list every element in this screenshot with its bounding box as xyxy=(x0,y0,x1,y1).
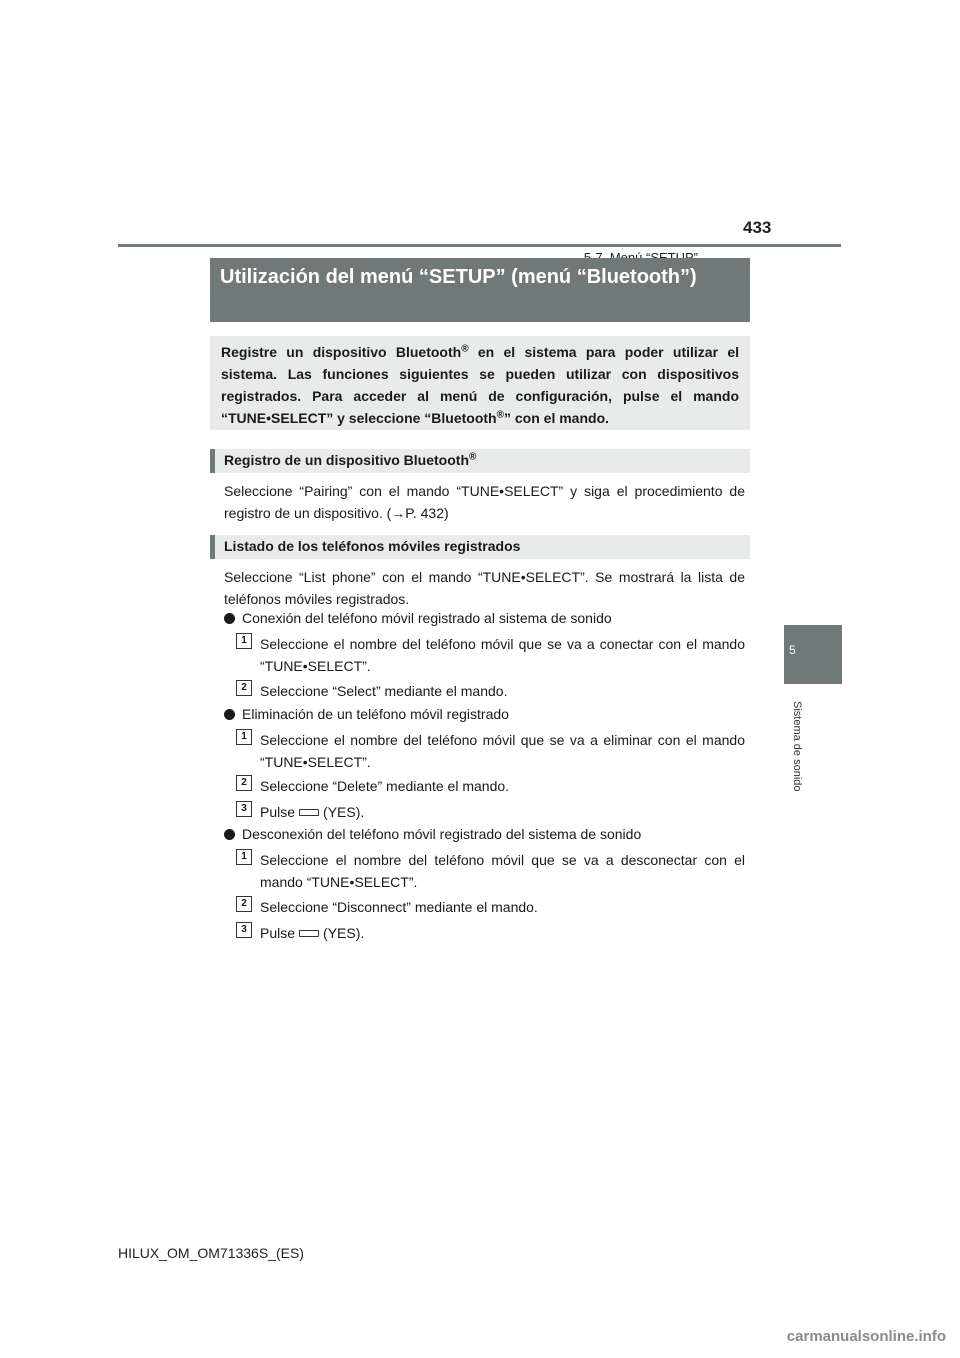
bullet-icon xyxy=(224,829,235,840)
intro-text-2: en el sistema para poder utilizar el sistema. Las funciones siguientes se pueden utilizar con dispositivos registrados. Para acceder al menú de configuración, pulse el mando “TUNE•SELECT” y seleccione “Bluetooth xyxy=(221,344,739,426)
registered-mark: ® xyxy=(469,451,477,463)
yes-button-icon xyxy=(299,930,319,937)
registration-text: Seleccione “Pairing” con el mando “TUNE•SELECT” y siga el procedimiento de registro de un dispositivo. (→P. 432) xyxy=(224,483,745,521)
section-title: Utilización del menú “SETUP” (menú “Bluetooth”) xyxy=(210,258,750,322)
intro-text-1: Registre un dispositivo Bluetooth xyxy=(221,344,462,360)
intro-text-3: ” con el mando. xyxy=(504,410,610,426)
subheading-phone-list: Listado de los teléfonos móviles registrados xyxy=(210,535,750,559)
step-number-icon: 3 xyxy=(236,801,252,817)
yes-button-icon xyxy=(299,809,319,816)
document-id: HILUX_OM_OM71336S_(ES) xyxy=(118,1245,304,1261)
step-number-icon: 1 xyxy=(236,729,252,745)
step-number-icon: 2 xyxy=(236,680,252,696)
watermark: carmanualsonline.info xyxy=(786,1328,946,1345)
phone-list-text: Seleccione “List phone” con el mando “TUNE•SELECT”. Se mostrará la lista de teléfonos móviles registrados. xyxy=(224,569,745,607)
bullet-icon xyxy=(224,709,235,720)
registered-mark: ® xyxy=(496,409,504,421)
intro-box xyxy=(210,336,750,430)
step-number-icon: 2 xyxy=(236,896,252,912)
subheading-registration: Registro de un dispositivo Bluetooth® xyxy=(210,449,750,473)
step-number-icon: 3 xyxy=(236,922,252,938)
bullet-icon xyxy=(224,613,235,624)
registered-mark: ® xyxy=(461,343,469,355)
step-number-icon: 2 xyxy=(236,775,252,791)
chapter-tab-number: 5 xyxy=(789,643,796,657)
chapter-tab-label: Sistema de sonido xyxy=(791,701,803,792)
step-number-icon: 1 xyxy=(236,849,252,865)
page-number: 433 xyxy=(743,218,772,237)
step-number-icon: 1 xyxy=(236,633,252,649)
header-divider xyxy=(118,244,841,247)
